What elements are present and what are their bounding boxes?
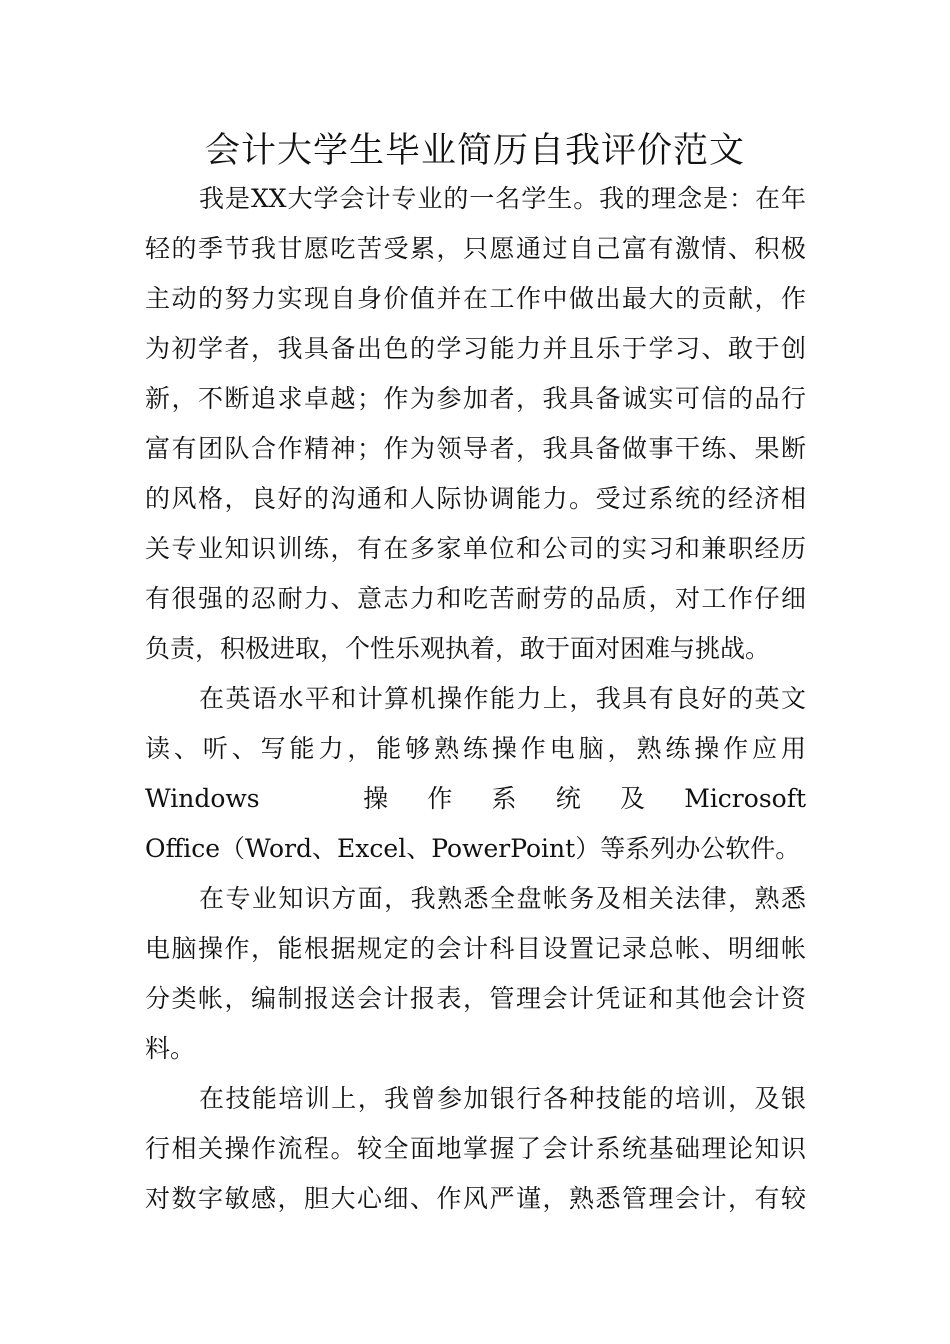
paragraph-3-line-1: 在专业知识方面，我熟悉全盘帐务及相关法律，熟悉	[199, 884, 806, 913]
paragraph-1-line-10: 负责，积极进取，个性乐观执着，敢于面对困难与挑战。	[145, 634, 771, 663]
paragraph-2-line-3: Windows 操 作 系 统 及 Microsoft	[145, 784, 806, 813]
paragraph-2-line-2: 读、听、写能力，能够熟练操作电脑，熟练操作应用	[145, 734, 806, 763]
paragraph-1-line-1: 我是XX大学会计专业的一名学生。我的理念是：在年	[199, 184, 806, 213]
paragraph-3-line-4: 料。	[145, 1034, 196, 1063]
paragraph-2-line-4: Office（Word、Excel、PowerPoint）等系列办公软件。	[145, 834, 801, 863]
paragraph-1-line-2: 轻的季节我甘愿吃苦受累，只愿通过自己富有激情、积极	[145, 234, 806, 263]
paragraph-1-line-4: 为初学者，我具备出色的学习能力并且乐于学习、敢于创	[145, 334, 806, 363]
document-title: 会计大学生毕业简历自我评价范文	[204, 131, 745, 171]
paragraph-3-line-3: 分类帐，编制报送会计报表，管理会计凭证和其他会计资	[145, 984, 806, 1013]
paragraph-1-line-6: 富有团队合作精神；作为领导者，我具备做事干练、果断	[145, 434, 806, 463]
paragraph-1-line-7: 的风格，良好的沟通和人际协调能力。受过系统的经济相	[145, 484, 806, 513]
paragraph-4-line-1: 在技能培训上，我曾参加银行各种技能的培训，及银	[199, 1084, 806, 1113]
paragraph-3-line-2: 电脑操作，能根据规定的会计科目设置记录总帐、明细帐	[145, 934, 806, 963]
paragraph-1-line-5: 新，不断追求卓越；作为参加者，我具备诚实可信的品行	[145, 384, 806, 413]
paragraph-1-line-8: 关专业知识训练，有在多家单位和公司的实习和兼职经历	[145, 534, 806, 563]
paragraph-1-line-3: 主动的努力实现自身价值并在工作中做出最大的贡献，作	[145, 284, 806, 313]
paragraph-1-line-9: 有很强的忍耐力、意志力和吃苦耐劳的品质，对工作仔细	[145, 584, 806, 613]
paragraph-4-line-3: 对数字敏感，胆大心细、作风严谨，熟悉管理会计，有较	[145, 1184, 806, 1213]
paragraph-4-line-2: 行相关操作流程。较全面地掌握了会计系统基础理论知识	[145, 1134, 806, 1163]
paragraph-2-line-1: 在英语水平和计算机操作能力上，我具有良好的英文	[199, 684, 806, 713]
